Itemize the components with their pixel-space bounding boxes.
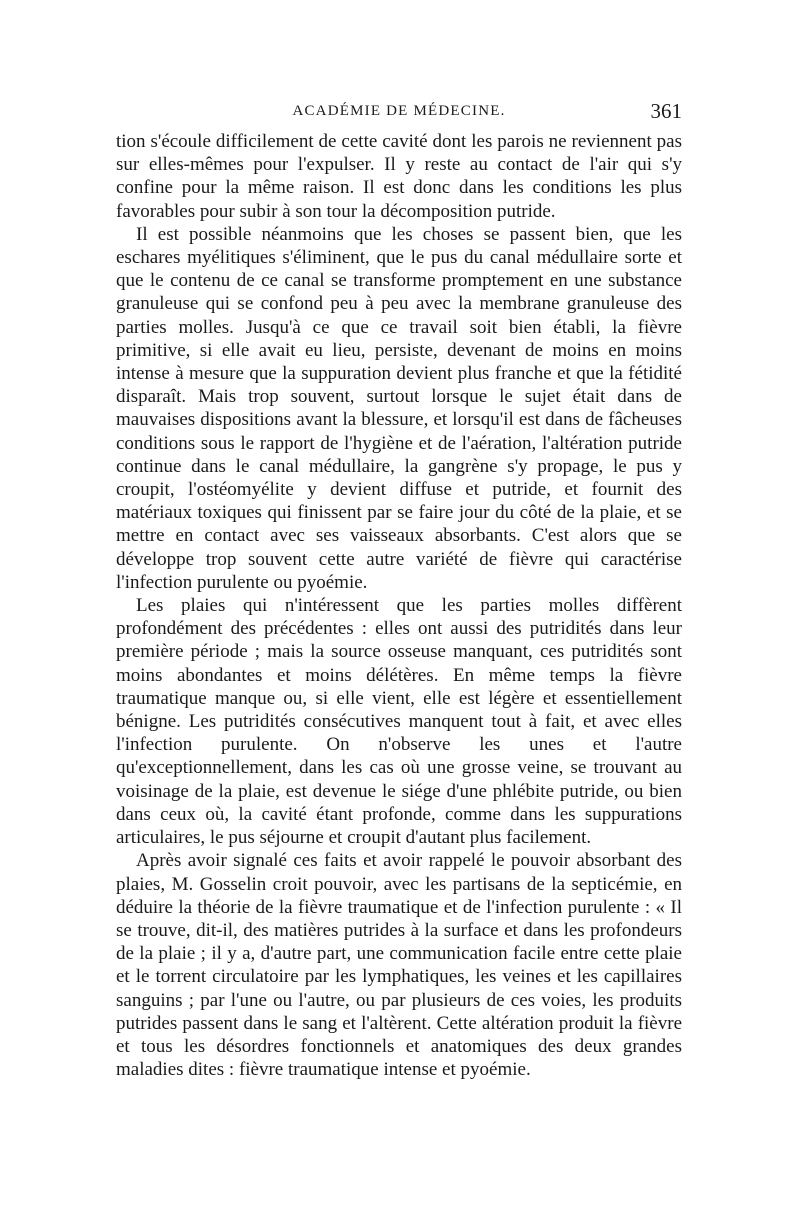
paragraph: Il est possible néanmoins que les choses se passent bien, que les eschares myélitiques s'éliminent, que le pus du canal médullaire sorte et que le contenu de ce canal se transforme promptement en une substance granuleuse qui se confond peu à peu avec la membrane granuleuse des parties molles. Jusqu'à ce que ce travail soit bien établi, la fièvre primitive, si elle avait eu lieu, persiste, devenant de moins en moins intense à mesure que la suppuration devient plus franche et que la fétidité disparaît. Mais trop souvent, surtout lorsque le sujet était dans de mauvaises dispositions avant la blessure, et lorsqu'il est dans de fâcheuses conditions sous le rapport de l'hygiène et de l'aération, l'altération putride continue dans le canal médullaire, la gangrène s'y propage, le pus y croupit, l'ostéomyélite y devient diffuse et putride, et fournit des matériaux toxiques qui finissent par se faire jour du côté de la plaie, et se mettre en contact avec ses vaisseaux absorbants. C'est alors que se développe trop souvent cette autre variété de fièvre qui caractérise l'infection purulente ou pyoémie. xyxy=(116,223,682,593)
paragraph: Les plaies qui n'intéressent que les parties molles diffèrent profondément des précédentes : elles ont aussi des putridités dans leur première période ; mais la source osseuse manquant, ces putridités sont moins abondantes et moins délétères. En même temps la fièvre traumatique manque ou, si elle vient, elle est légère et essentiellement bénigne. Les putridités consécutives manquent tout à fait, et avec elles l'infection purulente. On n'observe les unes et l'autre qu'exceptionnellement, dans les cas où une grosse veine, se trouvant au voisinage de la plaie, est devenue le siége d'une phlébite putride, ou bien dans ceux où, la cavité étant profonde, comme dans les suppurations articulaires, le pus séjourne et croupit d'autant plus facilement. xyxy=(116,595,682,849)
body-text xyxy=(116,130,682,1081)
page-header xyxy=(116,96,682,126)
paragraph-continued: tion s'écoule difficilement de cette cavité dont les parois ne reviennent pas sur elles-mêmes pour l'expulser. Il y reste au contact de l'air qui s'y confine pour la même raison. Il est donc dans les conditions les plus favorables pour subir à son tour la décomposition putride. xyxy=(116,131,682,222)
page-number: 361 xyxy=(650,99,682,123)
paragraph: Après avoir signalé ces faits et avoir rappelé le pouvoir absorbant des plaies, M. Gosselin croit pouvoir, avec les partisans de la septicémie, en déduire la théorie de la fièvre traumatique et de l'infection purulente : « Il se trouve, dit-il, des matières putrides à la surface et dans les profondeurs de la plaie ; il y a, d'autre part, une communication facile entre cette plaie et le torrent circulatoire par les lymphatiques, les veines et les capillaires sanguins ; par l'une ou l'autre, ou par plusieurs de ces voies, les produits putrides passent dans le sang et l'altèrent. Cette altération produit la fièvre et tous les désordres fonctionnels et anatomiques des deux grandes maladies dites : fièvre traumatique intense et pyoémie. xyxy=(116,850,682,1081)
running-head: ACADÉMIE DE MÉDECINE. xyxy=(292,103,506,119)
